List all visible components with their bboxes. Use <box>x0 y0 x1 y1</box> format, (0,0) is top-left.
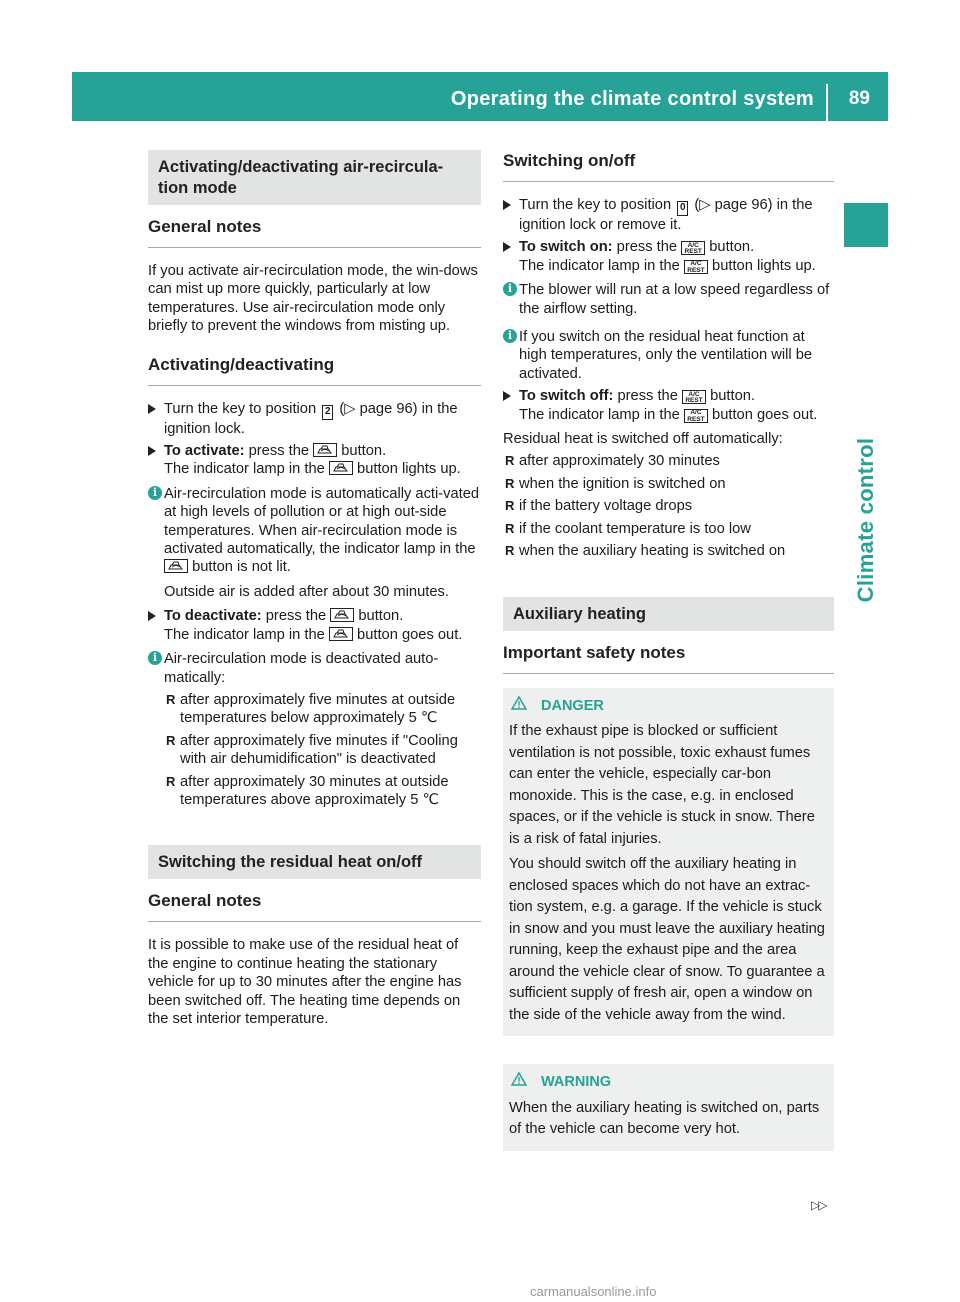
danger-box <box>503 688 834 1037</box>
info-note: i The blower will run at a low speed regardless of the airflow setting. <box>503 281 834 318</box>
info-note: i Air-recirculation mode is deactivated auto-matically: R after approximately five minutes at outside temperatures below approximately 5 ℃ R after approximately five minutes if "Cooling with air dehumidification" is deactivated R after approximately 30 minutes at outside temperatures above approximately 5 ℃ <box>148 650 481 809</box>
subsection-heading: Activating/deactivating <box>148 354 481 386</box>
right-column <box>503 150 834 1151</box>
page-header <box>72 72 888 121</box>
info-icon: i <box>148 486 162 500</box>
list-item: R if the coolant temperature is too low <box>505 520 751 537</box>
list-item: R after approximately 30 minutes <box>505 453 720 470</box>
side-tab-marker <box>844 203 888 247</box>
paragraph: It is possible to make use of the residual heat of the engine to continue heating the stationary vehicle for up to 30 minutes after the engine has been switched off. The heating time depends on the set interior temperature. <box>148 937 462 1027</box>
subsection-heading: General notes <box>148 890 481 922</box>
a-c-rest-button-icon: A/C REST <box>684 260 708 274</box>
arrow-step-icon <box>148 611 156 621</box>
list-item: R after approximately five minutes if "Cooling with air dehumidification" is deactivated <box>166 732 458 768</box>
warning-label: WARNING <box>541 1074 612 1090</box>
bullet-list <box>164 691 481 809</box>
key-position-icon: 2 <box>322 405 333 420</box>
warning-triangle-icon <box>511 1072 527 1094</box>
subsection-heading: Important safety notes <box>503 642 834 674</box>
paragraph: Residual heat is switched off automatically: <box>503 431 783 448</box>
air-recirculation-button-icon <box>329 627 353 641</box>
header-separator <box>826 84 828 121</box>
list-item: R if the battery voltage drops <box>505 498 693 515</box>
air-recirculation-button-icon <box>330 608 354 622</box>
a-c-rest-button-icon: A/C REST <box>681 241 705 255</box>
section-title: Switching the residual heat on/off <box>148 845 481 879</box>
a-c-rest-button-icon: A/C REST <box>682 390 706 404</box>
key-position-icon: 0 <box>677 201 688 216</box>
header-title: Operating the climate control system <box>450 88 814 110</box>
subsection-heading: General notes <box>148 216 481 248</box>
page-number: 89 <box>848 88 870 109</box>
continue-arrows-icon: ▷▷ <box>811 1198 826 1212</box>
instruction-step: Turn the key to position 2 (▷ page 96) in the ignition lock. <box>148 400 481 438</box>
watermark: carmanualsonline.info <box>530 1284 657 1299</box>
info-icon: i <box>503 329 517 343</box>
a-c-rest-button-icon: A/C REST <box>684 409 708 423</box>
arrow-step-icon <box>148 404 156 414</box>
left-column <box>148 150 481 1028</box>
warning-box <box>503 1064 834 1151</box>
danger-label: DANGER <box>541 697 604 714</box>
arrow-step-icon <box>503 200 511 210</box>
bullet-list <box>503 452 834 560</box>
warning-triangle-icon <box>511 696 527 718</box>
paragraph: If you activate air-recirculation mode, the win-dows can mist up more quickly, particularly at low temperatures. Use air-recirculation mode only briefly to prevent the windows from misting up. <box>148 263 478 335</box>
subsection-heading: Switching on/off <box>503 150 834 182</box>
air-recirculation-button-icon <box>313 443 337 457</box>
air-recirculation-button-icon <box>329 461 353 475</box>
arrow-step-icon <box>503 391 511 401</box>
list-item: R after approximately five minutes at outside temperatures below approximately 5 ℃ <box>166 691 456 727</box>
air-recirculation-button-icon <box>164 559 188 573</box>
list-item: R when the auxiliary heating is switched on <box>505 543 786 560</box>
arrow-step-icon <box>503 242 511 252</box>
side-tab-label: Climate control <box>853 437 878 603</box>
info-icon: i <box>148 651 162 665</box>
warning-text: When the auxiliary heating is switched on, parts of the vehicle can become very hot. <box>509 1099 820 1137</box>
arrow-step-icon <box>148 446 156 456</box>
instruction-step: To switch on: press the A/C REST button. The indicator lamp in the A/C REST button lights up. <box>503 238 834 275</box>
instruction-step: To switch off: press the A/C REST button. The indicator lamp in the A/C REST button goes out. <box>503 387 834 424</box>
instruction-step: To activate: press the button. The indicator lamp in the button lights up. <box>148 442 481 479</box>
info-note: i Air-recirculation mode is automatically acti-vated at high levels of pollution or at high out-side temperatures. When air-recirculation mode is activated automatically, the indicator lamp in the button is not lit. Outside air is added after about 30 minutes. <box>148 485 481 601</box>
section-title: Auxiliary heating <box>503 597 834 631</box>
info-icon: i <box>503 282 517 296</box>
danger-text: If the exhaust pipe is blocked or sufficient ventilation is not possible, toxic exhaust fumes can enter the vehicle, especially car-bon monoxide. This is the case, e.g. in enclosed spaces, or if the vehicle is stuck in snow. There is a risk of fatal injuries. <box>509 723 815 847</box>
list-item: R after approximately 30 minutes at outside temperatures above approximately 5 ℃ <box>166 773 449 808</box>
instruction-step: Turn the key to position 0 (▷ page 96) in the ignition lock or remove it. <box>503 196 834 234</box>
info-note: i If you switch on the residual heat function at high temperatures, only the ventilation will be activated. <box>503 328 834 383</box>
list-item: R when the ignition is switched on <box>505 475 726 492</box>
section-title: Activating/deactivating air-recircula-tion mode <box>148 150 481 205</box>
danger-text: You should switch off the auxiliary heating in enclosed spaces which do not have an extrac-tion system, e.g. a garage. If the vehicle is stuck in snow and you must leave the auxiliary heating running, keep the exhaust pipe and the area around the vehicle clear of snow. To guarantee a sufficient supply of fresh air, open a window on the side of the vehicle away from the wind. <box>509 856 825 1023</box>
instruction-step: To deactivate: press the button. The indicator lamp in the button goes out. <box>148 607 481 644</box>
